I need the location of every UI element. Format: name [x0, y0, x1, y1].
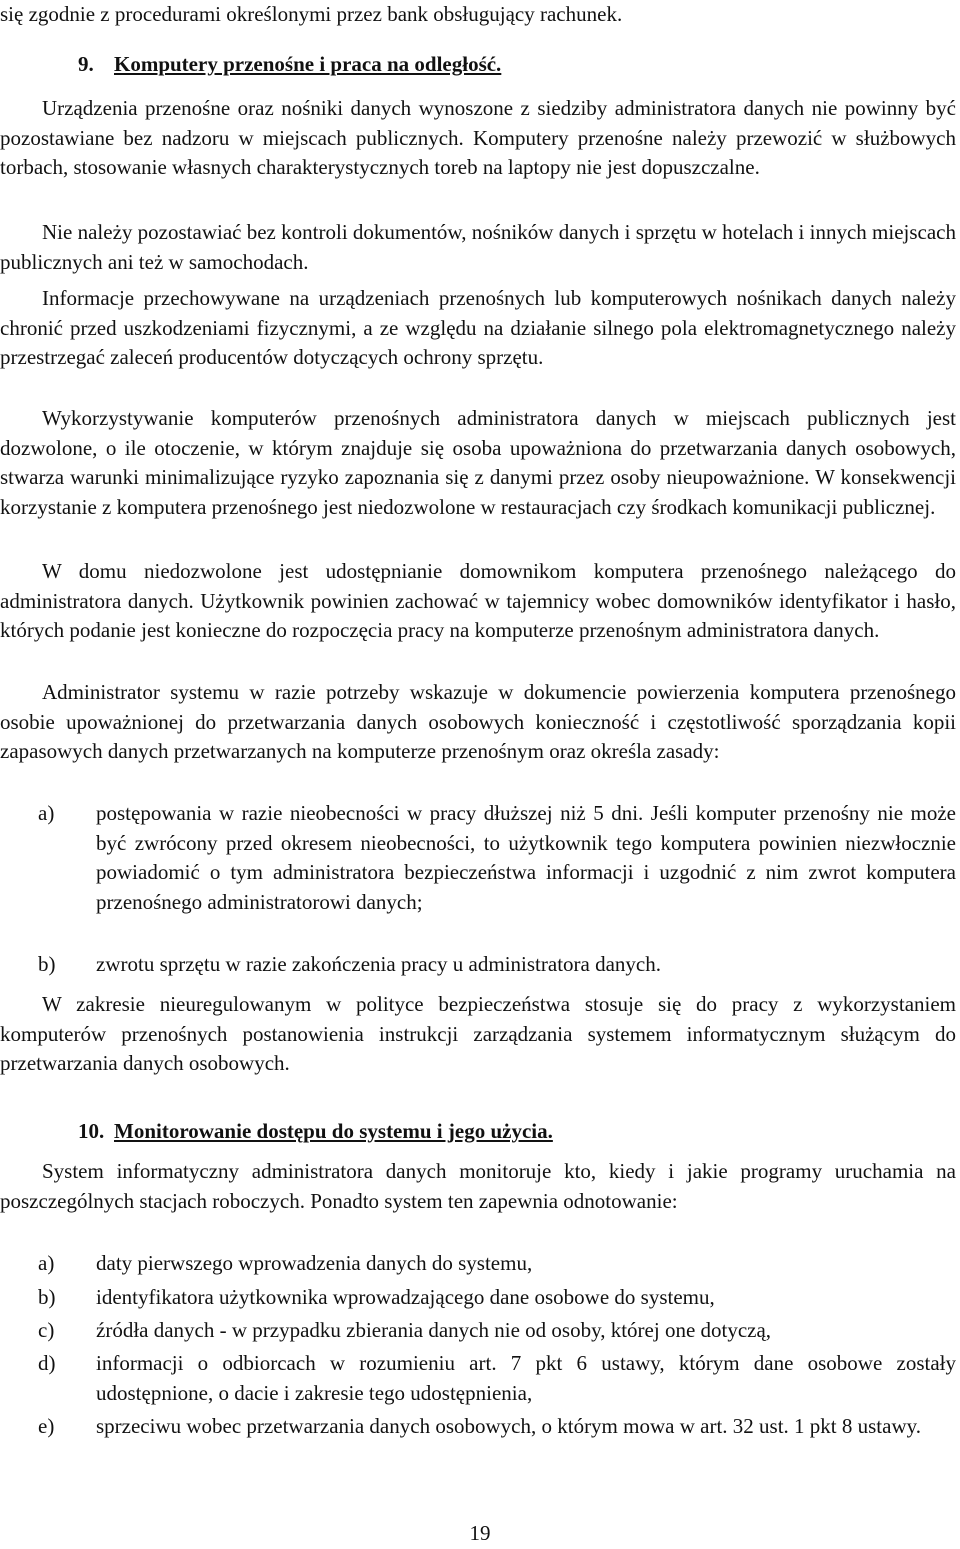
paragraph: W domu niedozwolone jest udostępnianie domownikom komputera przenośnego należącego do administratora danych. Użytkownik powinien zachować w tajemnicy wobec domowników identyfikator i hasło, których podanie jest konieczne do rozpoczęcia pracy na komputerze przenośnym administratora danych.	[0, 559, 956, 642]
section-10-number: 10.	[78, 1119, 105, 1143]
section-10-heading	[78, 1117, 553, 1147]
paragraph: Administrator systemu w razie potrzeby wskazuje w dokumencie powierzenia komputera przenośnego osobie upoważnionej do przetwarzania danych osobowych konieczność i częstotliwość sporządzania kopii zapasowych danych przetwarzanych na komputerze przenośnym oraz określa zasady:	[0, 680, 956, 763]
paragraph: Nie należy pozostawiać bez kontroli dokumentów, nośników danych i sprzętu w hotelach i innych miejscach publicznych ani też w samochodach.	[0, 220, 956, 274]
paragraph: System informatyczny administratora danych monitoruje kto, kiedy i jakie programy uruchamia na poszczególnych stacjach roboczych. Ponadto system ten zapewnia odnotowanie:	[0, 1159, 956, 1213]
list-item	[0, 1349, 956, 1408]
section-9-title: Komputery przenośne i praca na odległość.	[114, 52, 502, 76]
list-item	[0, 1316, 956, 1346]
list-item-text: daty pierwszego wprowadzenia danych do systemu,	[96, 1251, 533, 1275]
list-item	[0, 1283, 956, 1313]
list-marker: b)	[38, 1285, 56, 1309]
section-9-number: 9.	[78, 52, 94, 76]
list-marker: d)	[38, 1351, 56, 1375]
page-number: 19	[469, 1521, 491, 1545]
list-item	[0, 1412, 956, 1442]
list-marker: b)	[38, 952, 56, 976]
list-marker: c)	[38, 1318, 55, 1342]
list-item-text: źródła danych - w przypadku zbierania danych nie od osoby, której one dotyczą,	[96, 1318, 772, 1342]
top-fragment: się zgodnie z procedurami określonymi przez bank obsługujący rachunek.	[0, 2, 623, 26]
list-item-text: sprzeciwu wobec przetwarzania danych osobowych, o którym mowa w art. 32 ust. 1 pkt 8 ustawy.	[96, 1414, 921, 1438]
list-item-text: identyfikatora użytkownika wprowadzającego dane osobowe do systemu,	[96, 1285, 715, 1309]
list-item	[0, 950, 956, 980]
list-item	[0, 799, 956, 917]
paragraph: Informacje przechowywane na urządzeniach przenośnych lub komputerowych nośnikach danych należy chronić przed uszkodzeniami fizycznymi, a ze względu na działanie silnego pola elektromagnetycznego należy przestrzegać zaleceń producentów dotyczących ochrony sprzętu.	[0, 286, 956, 369]
list-marker: a)	[38, 801, 55, 825]
list-item-text: zwrotu sprzętu w razie zakończenia pracy u administratora danych.	[96, 952, 661, 976]
closing-paragraph: W zakresie nieuregulowanym w polityce bezpieczeństwa stosuje się do pracy z wykorzystaniem komputerów przenośnych postanowienia instrukcji zarządzania systemem informatycznym służącym do przetwarzania danych osobowych.	[0, 992, 956, 1075]
section-10-title: Monitorowanie dostępu do systemu i jego użycia.	[114, 1119, 553, 1143]
list-item-text: informacji o odbiorcach w rozumieniu art. 7 pkt 6 ustawy, którym dane osobowe zostały udostępnione, o dacie i zakresie tego udostępnienia,	[96, 1351, 956, 1405]
list-item	[0, 1249, 956, 1279]
list-marker: e)	[38, 1414, 55, 1438]
paragraph: Urządzenia przenośne oraz nośniki danych wynoszone z siedziby administratora danych nie powinny być pozostawiane bez nadzoru w miejscach publicznych. Komputery przenośne należy przewozić w służbowych torbach, stosowanie własnych charakterystycznych toreb na laptopy nie jest dopuszczalne.	[0, 96, 956, 179]
paragraph: Wykorzystywanie komputerów przenośnych administratora danych w miejscach publicznych jest dozwolone, o ile otoczenie, w którym znajduje się osoba upoważniona do przetwarzania danych osobowych, stwarza warunki minimalizujące ryzyko zapoznania się z danymi przez osoby nieupoważnione. W konsekwencji korzystanie z komputera przenośnego jest niedozwolone w restauracjach czy środkach komunikacji publicznej.	[0, 406, 956, 519]
section-9-heading	[78, 50, 501, 80]
list-item-text: postępowania w razie nieobecności w pracy dłuższej niż 5 dni. Jeśli komputer przenośny nie może być zwrócony przed okresem nieobecności, to użytkownik tego komputera powinien niezwłocznie powiadomić o tym administratora bezpieczeństwa informacji i uzgodnić z nim zwrot komputera przenośnego administratorowi danych;	[96, 801, 956, 914]
list-marker: a)	[38, 1251, 55, 1275]
